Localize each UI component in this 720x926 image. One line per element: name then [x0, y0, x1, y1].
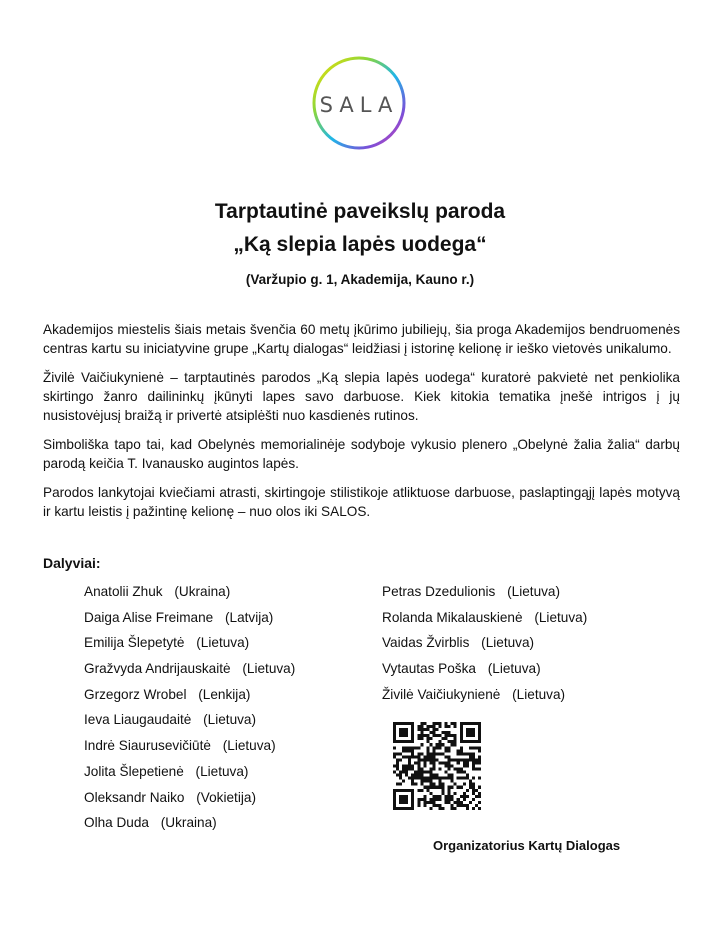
- qr-code-icon: [393, 722, 481, 810]
- participant-country: (Lietuva): [196, 635, 250, 651]
- participant-item: [84, 736, 295, 762]
- participant-country: (Lenkija): [198, 686, 251, 702]
- participant-name: Petras Dzedulionis: [382, 584, 496, 599]
- participant-country: (Lietuva): [203, 712, 257, 728]
- participant-name: Jolita Šlepetienė: [84, 763, 184, 779]
- participant-item: [84, 762, 295, 788]
- page-title: Tarptautinė paveikslų paroda: [214, 200, 506, 223]
- participant-item: [382, 582, 587, 608]
- participant-name: Oleksandr Naiko: [84, 789, 185, 805]
- qr-code[interactable]: [393, 722, 481, 810]
- participant-country: (Lietuva): [242, 661, 296, 677]
- participant-name: Rolanda Mikalauskienė: [382, 609, 523, 625]
- participant-name: Živilė Vaičiukynienė: [382, 686, 501, 702]
- participants-list-left: [84, 582, 295, 839]
- participant-item: [382, 608, 587, 634]
- participant-country: (Lietuva): [222, 738, 276, 754]
- participant-name: Vytautas Poška: [382, 661, 476, 677]
- participant-country: (Ukraina): [160, 815, 217, 831]
- paragraph: Akademijos miestelis šiais metais švenčia 60 metų įkūrimo jubiliejų, šia proga Akademijos bendruomenės centras kartu su iniciatyvine grupe „Kartų dialogas“ leidžiasi į istorinę kelionę ir ieško vietovės unikalumo.: [43, 322, 680, 356]
- participant-name: Daiga Alise Freimane: [84, 609, 214, 625]
- participant-item: [84, 788, 295, 814]
- participant-country: (Lietuva): [534, 609, 588, 625]
- participant-item: [382, 685, 587, 711]
- participant-name: Indrė Siaurusevičiūtė: [84, 738, 211, 754]
- participant-name: Grzegorz Wrobel: [84, 686, 187, 702]
- paragraph: Parodos lankytojai kviečiami atrasti, skirtingoje stilistikoje atliktuose darbuose, paslaptingąjį lapės motyvą ir kartu leistis į pažintinę kelionę – nuo olos iki SALOS.: [43, 485, 680, 519]
- participant-name: Emilija Šlepetytė: [84, 635, 185, 651]
- address: (Varžupio g. 1, Akademija, Kauno r.): [245, 272, 475, 287]
- logo-text: SALA: [319, 93, 399, 117]
- participant-item: [84, 710, 295, 736]
- participants-list-right: [382, 582, 587, 710]
- participant-name: Olha Duda: [84, 815, 149, 831]
- participant-item: [84, 582, 295, 608]
- participant-item: [382, 659, 587, 685]
- participant-country: (Vokietija): [196, 789, 256, 805]
- participant-name: Ieva Liaugaudaitė: [84, 712, 192, 728]
- participant-item: [84, 608, 295, 634]
- participant-country: (Ukraina): [174, 584, 231, 599]
- sala-logo: [311, 55, 407, 151]
- participant-country: (Lietuva): [195, 763, 249, 779]
- participant-country: (Latvija): [224, 609, 274, 625]
- participants-heading: Dalyviai:: [43, 555, 101, 571]
- participant-item: [84, 633, 295, 659]
- participant-item: [84, 813, 295, 839]
- paragraph: Simboliška tapo tai, kad Obelynės memorialinėje sodyboje vykusio plenero „Obelynė žalia žalia“ darbų parodą keičia T. Ivanausko augintos lapės.: [43, 437, 680, 471]
- participant-item: [382, 633, 587, 659]
- participant-item: [84, 659, 295, 685]
- participant-name: Anatolii Zhuk: [84, 584, 163, 599]
- participant-country: (Lietuva): [507, 584, 561, 599]
- organizer: Organizatorius Kartų Dialogas: [433, 838, 621, 853]
- participant-country: (Lietuva): [487, 661, 541, 677]
- participant-name: Gražvyda Andrijauskaitė: [84, 661, 231, 677]
- exhibition-title: „Ką slepia lapės uodega“: [233, 233, 487, 256]
- participant-name: Vaidas Žvirblis: [382, 635, 470, 651]
- paragraph: Živilė Vaičiukynienė – tarptautinės parodos „Ką slepia lapės uodega“ kuratorė pakvietė net penkiolika skirtingo žanro dailininkų įkūnyti lapes savo darbuose. Kiek kitokia tematika įnešė intrigos į jų nusistovėjusį braižą ir privertė atsiplėšti nuo kasdienės rutinos.: [43, 370, 680, 423]
- participant-item: [84, 685, 295, 711]
- description: [43, 320, 680, 531]
- participant-country: (Lietuva): [512, 686, 566, 702]
- participant-country: (Lietuva): [481, 635, 535, 651]
